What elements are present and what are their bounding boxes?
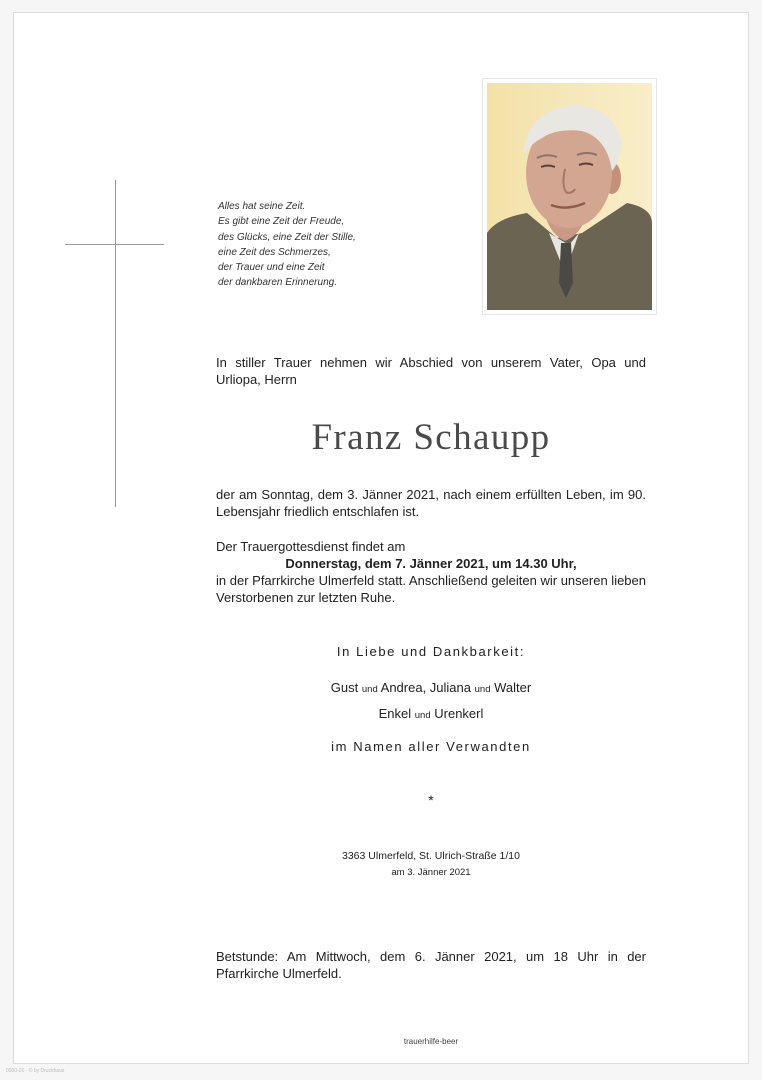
poem-line: Es gibt eine Zeit der Freude, [218, 216, 345, 228]
gratitude-heading: In Liebe und Dankbarkeit: [336, 644, 526, 659]
poem-line: der dankbaren Erinnerung. [218, 277, 337, 289]
place-date: am 3. Jänner 2021 [391, 867, 471, 878]
conjunction: und [361, 684, 378, 695]
mourner-name: Walter [494, 680, 532, 695]
poem [218, 199, 478, 291]
mourner-names: Andrea, Juliana [380, 680, 471, 695]
intro-text: In stiller Trauer nehmen wir Abschied von unserem Vater, Opa und Urliopa, Herrn [216, 355, 646, 387]
poem-line: der Trauer und eine Zeit [218, 262, 325, 274]
service-intro: Der Trauergottesdienst findet am [216, 539, 406, 554]
portrait-image [487, 83, 652, 310]
conjunction: und [474, 684, 491, 695]
mourner-name: Gust [330, 680, 359, 695]
mourners-line-1 [216, 680, 646, 695]
print-code: 0000-20 · © by Druckhaus [6, 1068, 65, 1074]
asterisk-divider: * [428, 792, 434, 808]
mourners-line-2 [216, 706, 646, 721]
deceased-name: Franz Schaupp [311, 417, 551, 458]
service-details: in der Pfarrkirche Ulmerfeld statt. Anschließend geleiten wir unseren lieben Verstorbenen zur letzten Ruhe. [216, 573, 646, 605]
poem-line: des Glücks, eine Zeit der Stille, [218, 231, 356, 243]
mourner-name: Enkel [378, 706, 412, 721]
funeral-home-brand: trauerhilfe-beer [403, 1037, 459, 1046]
prayer-hour-text: Betstunde: Am Mittwoch, dem 6. Jänner 2021, um 18 Uhr in der Pfarrkirche Ulmerfeld. [216, 949, 646, 981]
poem-line: eine Zeit des Schmerzes, [218, 246, 331, 258]
death-text: der am Sonntag, dem 3. Jänner 2021, nach einem erfüllten Leben, im 90. Lebensjahr friedlich entschlafen ist. [216, 487, 646, 519]
cross-vertical-bar [115, 180, 116, 507]
address: 3363 Ulmerfeld, St. Ulrich-Straße 1/10 [342, 850, 520, 862]
service-date: Donnerstag, dem 7. Jänner 2021, um 14.30 Uhr, [285, 556, 577, 571]
portrait-photo [482, 78, 657, 315]
service-block [216, 538, 646, 606]
cross-horizontal-bar [65, 244, 164, 245]
poem-line: Alles hat seine Zeit. [218, 201, 306, 212]
relatives-line: im Namen aller Verwandten [331, 739, 531, 754]
service-date-line [216, 555, 646, 572]
mourner-name: Urenkerl [434, 706, 484, 721]
conjunction: und [414, 710, 431, 721]
